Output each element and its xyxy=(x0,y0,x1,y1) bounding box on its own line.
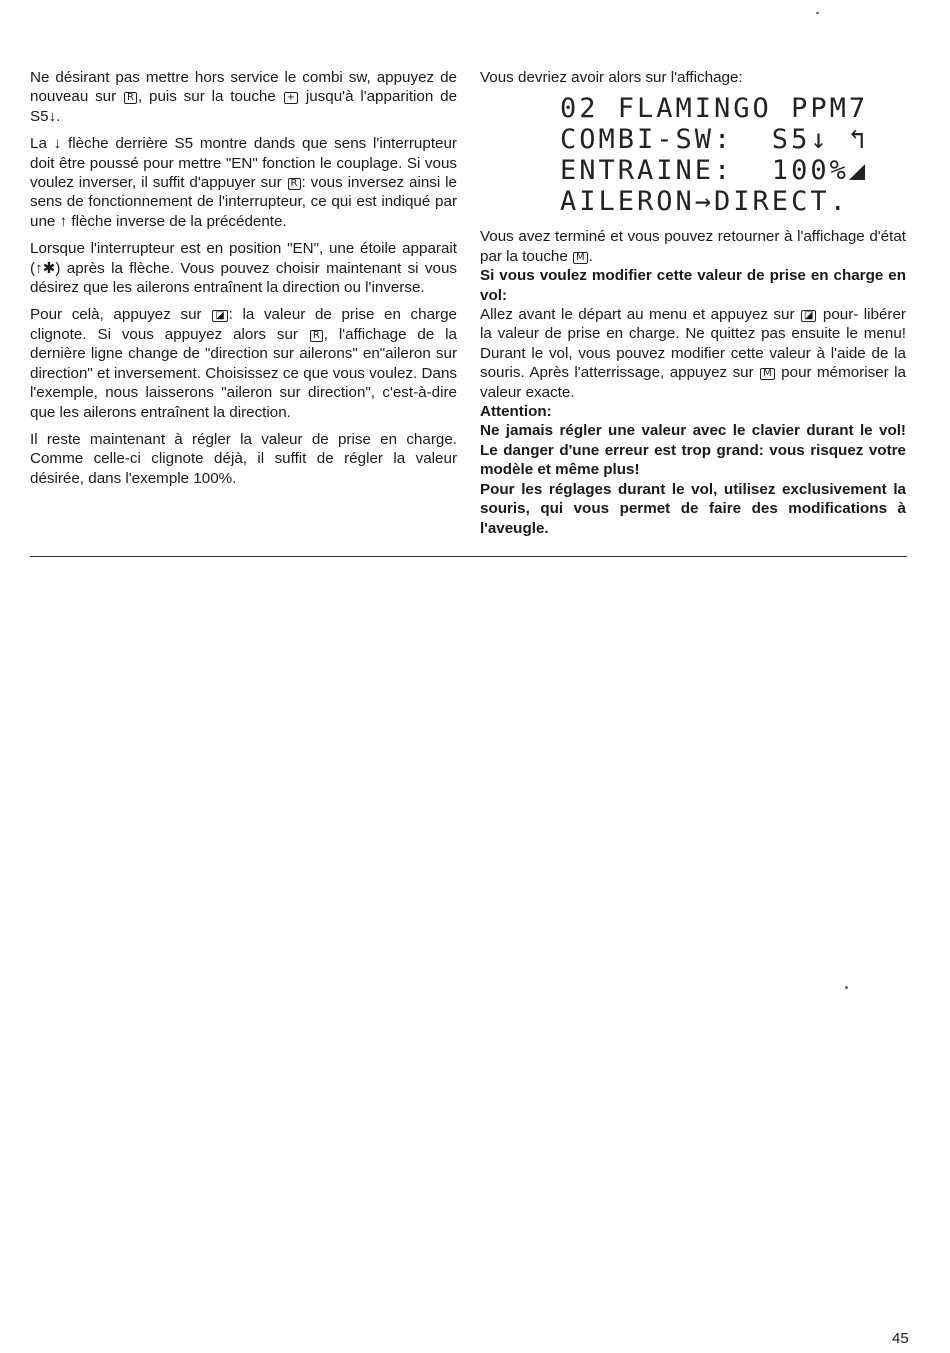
r-key-icon: R xyxy=(288,178,301,190)
scan-speck xyxy=(845,986,848,989)
paragraph: Allez avant le départ au menu et appuyez sur ◪ pour- libérer la valeur de prise en charge. Ne quittez pas ensuite le menu! Durant le vol, vous pouvez modifier cette valeur à l'aide de la souris. Après l'atterrissage, appuyez sur M pour mémoriser la valeur exacte. xyxy=(480,306,906,401)
edit-key-icon: ◪ xyxy=(212,310,227,322)
lcd-display xyxy=(560,93,906,217)
lcd-line: AILERON→DIRECT. xyxy=(560,186,849,218)
paragraph: Vous devriez avoir alors sur l'affichage: xyxy=(480,69,743,86)
horizontal-rule xyxy=(30,556,907,557)
m-key-icon: M xyxy=(573,252,588,264)
paragraph: Lorsque l'interrupteur est en position "EN", une étoile apparait (↑✱) après la flèche. Vous pouvez choisir maintenant si vous désirez que les ailerons entraînent la direction ou l'inverse. xyxy=(30,240,457,297)
attention-heading: Attention: xyxy=(480,403,552,421)
scan-speck xyxy=(816,12,819,14)
plus-key-icon: + xyxy=(284,92,298,104)
lcd-line: 02 FLAMINGO PPM7 xyxy=(560,93,869,125)
lcd-line: COMBI-SW: S5↓ ↰ xyxy=(560,124,869,156)
r-key-icon: R xyxy=(124,92,137,104)
page-number: 45 xyxy=(892,1330,909,1347)
warning-paragraph: Pour les réglages durant le vol, utilisez exclusivement la souris, qui vous permet de faire des modifications à l'aveugle. xyxy=(480,480,906,537)
paragraph: Il reste maintenant à régler la valeur de prise en charge. Comme celle-ci clignote déjà, il suffit de régler la valeur désirée, dans l'exemple 100%. xyxy=(30,430,457,487)
warning-paragraph: Ne jamais régler une valeur avec le clavier durant le vol! Le danger d'une erreur est trop grand: vous risquez votre modèle et même plus! xyxy=(480,422,906,479)
left-column xyxy=(30,68,457,496)
paragraph: Vous avez terminé et vous pouvez retourner à l'affichage d'état par la touche M . xyxy=(480,228,906,265)
m-key-icon: M xyxy=(760,368,775,380)
paragraph: La ↓ flèche derrière S5 montre dands que sens l'interrupteur doit être poussé pour mettre "EN" fonction le couplage. Si vous voulez inverser, il suffit d'appuyer sur R : vous inversez ainsi le sens de fonctionnement de l'interrupteur, ce qui est indiqué par une ↑ flèche inverse de la précédente. xyxy=(30,135,457,230)
lcd-line: ENTRAINE: 100%◢ xyxy=(560,155,869,187)
edit-key-icon: ◪ xyxy=(801,310,816,322)
r-key-icon: R xyxy=(310,330,323,342)
section-heading: Si vous voulez modifier cette valeur de prise en charge en vol: xyxy=(480,267,906,304)
paragraph: Pour celà, appuyez sur ◪ : la valeur de prise en charge clignote. Si vous appuyez alors sur R , l'affichage de la dernière ligne change de "direction sur ailerons" en"aileron sur direction" et inversement. Choisissez ce que vous voulez. Dans l'exemple, nous laisserons "aileron sur direction", c'est-à-dire que les ailerons entraînent la direction. xyxy=(30,306,457,421)
paragraph: Ne désirant pas mettre hors service le combi sw, appuyez de nouveau sur R , puis sur la touche + jusqu'à l'apparition de S5↓. xyxy=(30,69,458,125)
right-column xyxy=(480,68,906,538)
